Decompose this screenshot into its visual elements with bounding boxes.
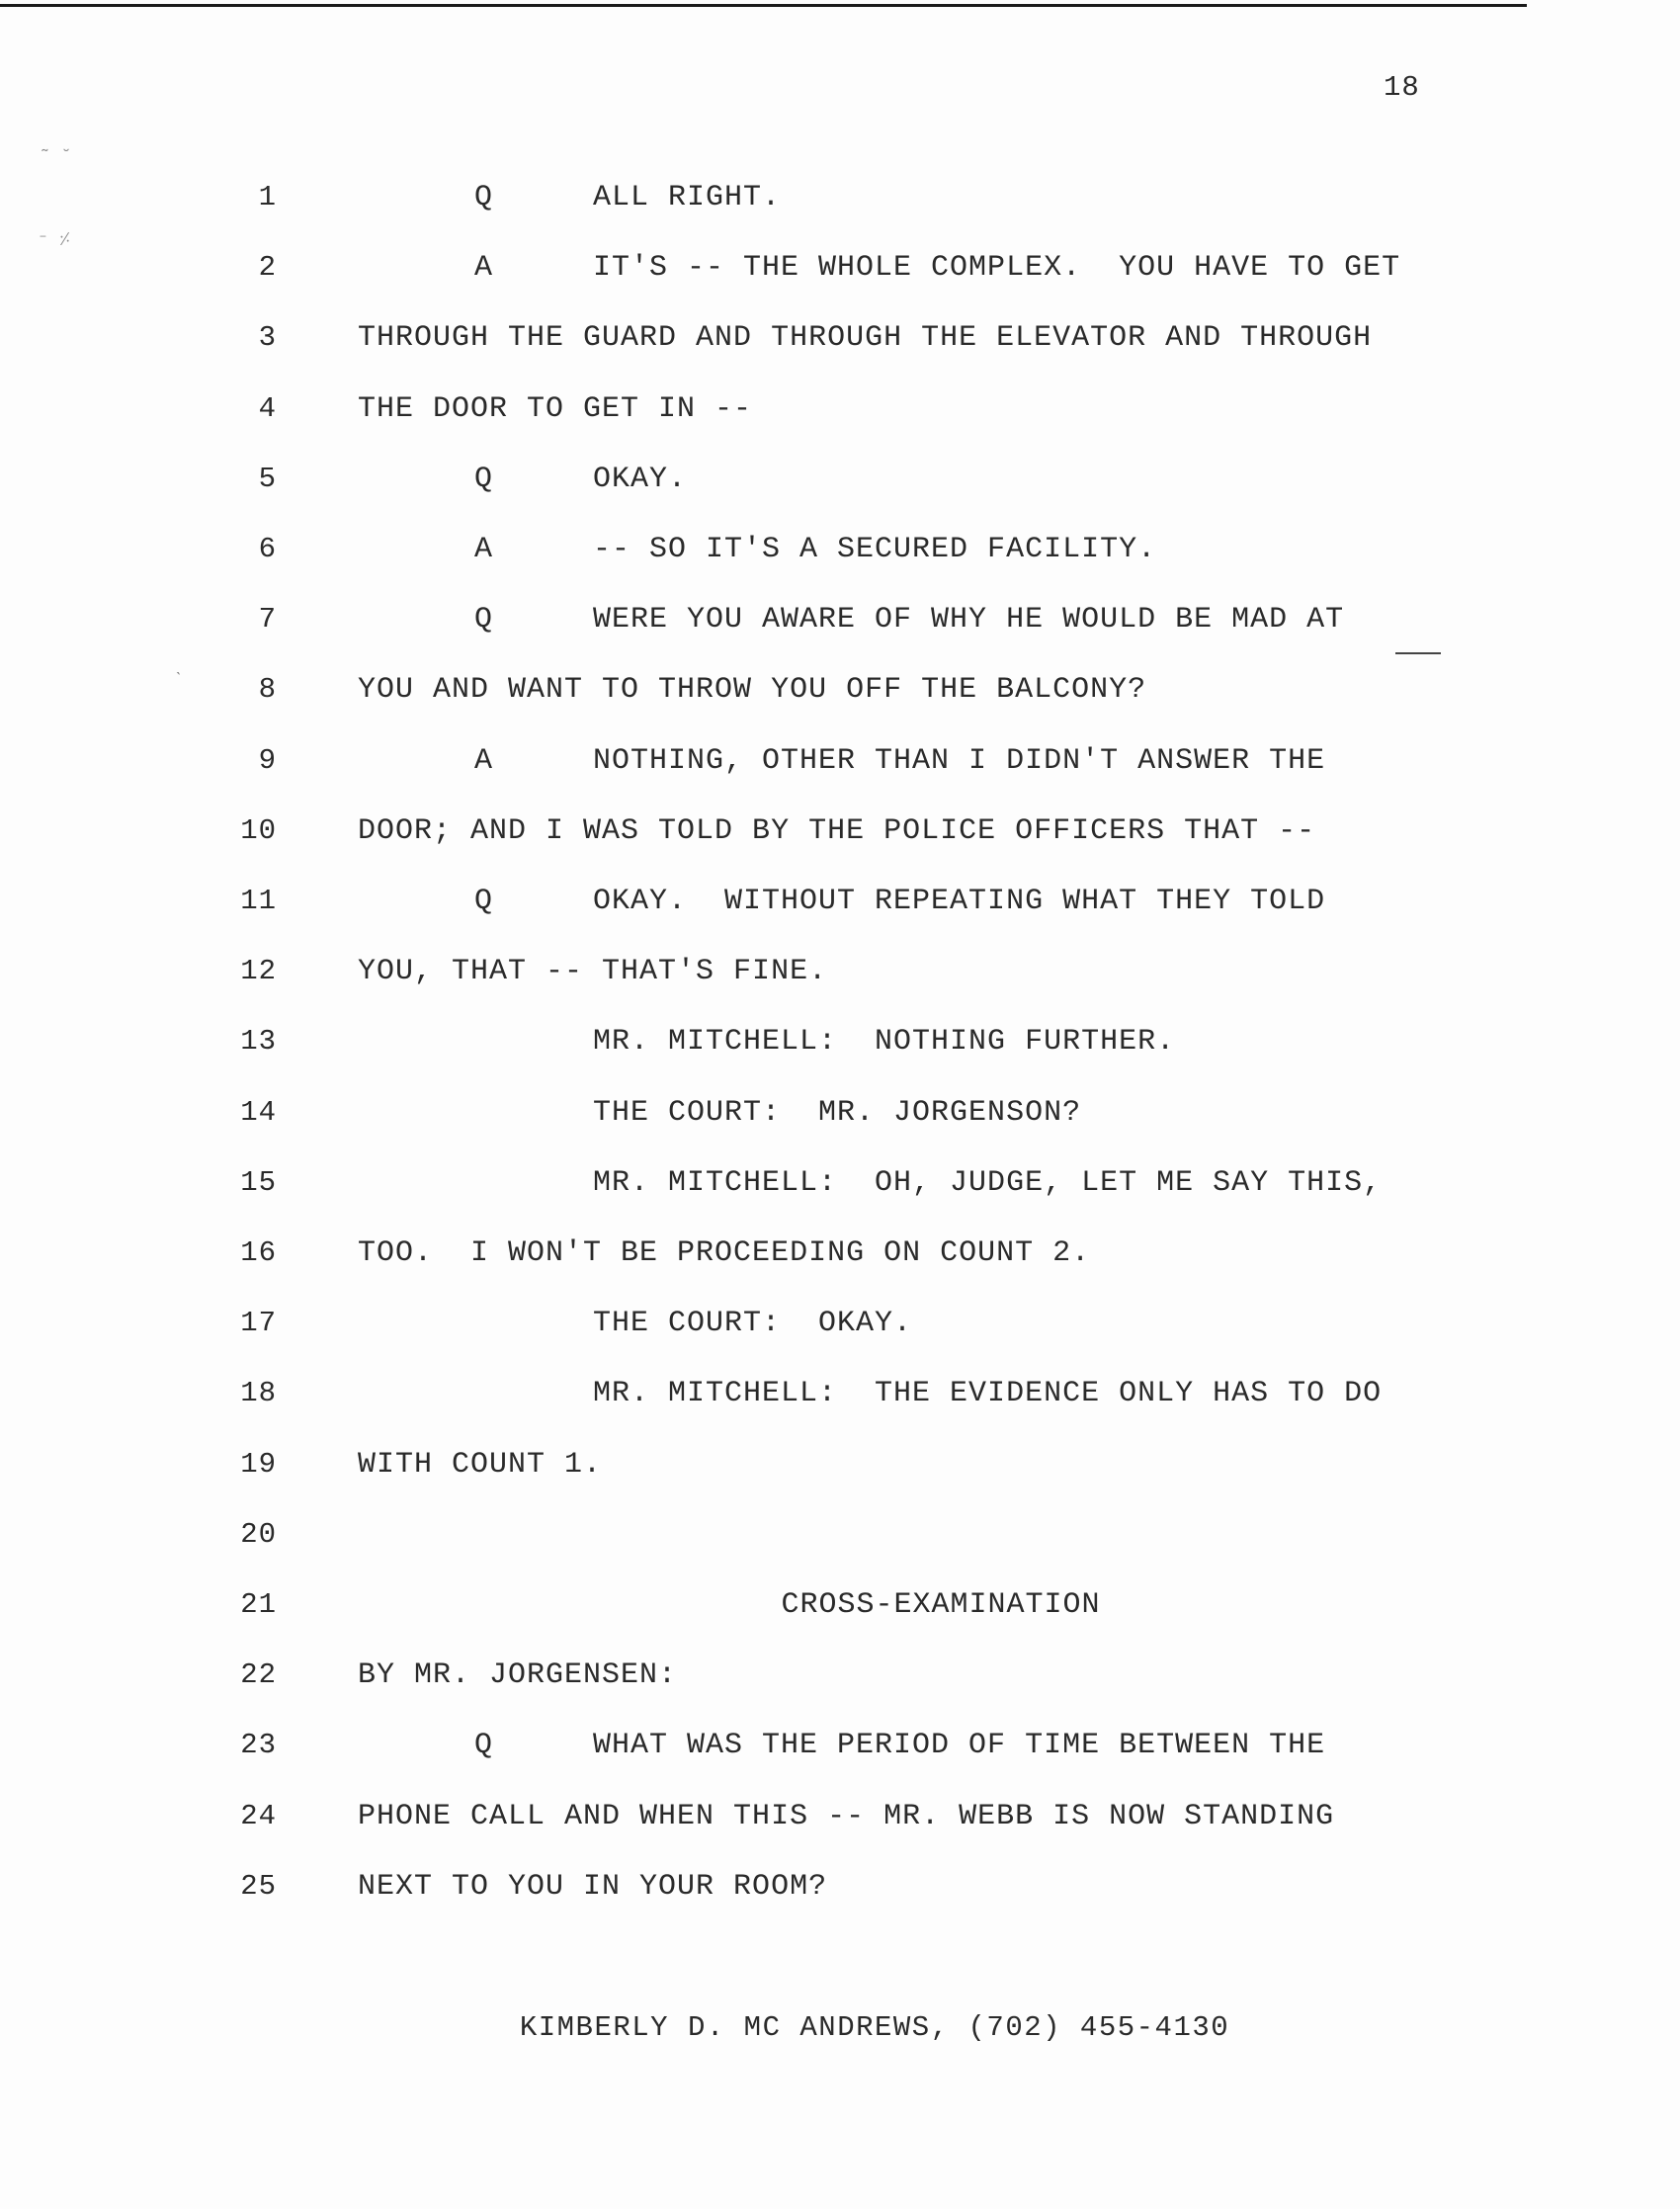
page-number: 18 [1384, 71, 1420, 104]
transcript-line [0, 1236, 1680, 1296]
line-text: OKAY. [593, 462, 688, 496]
transcript-line [0, 1588, 1680, 1648]
line-number: 19 [240, 1447, 277, 1481]
transcript-line [0, 1166, 1680, 1226]
line-number: 3 [258, 321, 277, 355]
transcript-line [0, 1800, 1680, 1859]
line-text: IT'S -- THE WHOLE COMPLEX. YOU HAVE TO GET [593, 251, 1401, 286]
line-text: YOU, THAT -- THAT'S FINE. [358, 955, 828, 989]
line-number: 18 [240, 1377, 277, 1410]
transcript-line [0, 392, 1680, 452]
top-edge-rule [0, 4, 1527, 7]
speaker-line-text: THE COURT: OKAY. [593, 1307, 913, 1341]
line-text: DOOR; AND I WAS TOLD BY THE POLICE OFFICERS THAT -- [358, 813, 1316, 848]
qa-marker: A [474, 251, 494, 286]
transcript-line [0, 1096, 1680, 1155]
line-text: -- SO IT'S A SECURED FACILITY. [593, 533, 1157, 566]
transcript-line [0, 1025, 1680, 1084]
line-text: PHONE CALL AND WHEN THIS -- MR. WEBB IS NOW STANDING [358, 1799, 1335, 1833]
line-text: NOTHING, OTHER THAN I DIDN'T ANSWER THE [593, 743, 1326, 778]
line-number: 16 [240, 1236, 277, 1269]
line-text: YOU AND WANT TO THROW YOU OFF THE BALCONY? [358, 673, 1147, 708]
line-number: 23 [240, 1729, 277, 1762]
transcript-line [0, 533, 1680, 592]
scan-speck: ⁻ ⸓ [38, 231, 71, 251]
line-number: 22 [240, 1658, 277, 1692]
speaker-line-text: THE COURT: MR. JORGENSON? [593, 1095, 1082, 1130]
qa-marker: Q [474, 462, 494, 496]
line-number: 4 [258, 391, 277, 425]
line-number: 6 [258, 533, 277, 565]
transcript-line [0, 603, 1680, 662]
transcript-line [0, 1377, 1680, 1436]
line-number: 12 [240, 955, 277, 988]
transcript-line [0, 1870, 1680, 1929]
line-number: 2 [258, 251, 277, 285]
line-text: THROUGH THE GUARD AND THROUGH THE ELEVATOR AND THROUGH [358, 321, 1373, 356]
line-text: NEXT TO YOU IN YOUR ROOM? [358, 1869, 828, 1904]
transcript-line [0, 463, 1680, 522]
line-number: 24 [240, 1799, 277, 1832]
scan-speck: ˜ ˘ [40, 148, 72, 168]
transcript-line [0, 1518, 1680, 1577]
line-text: WHAT WAS THE PERIOD OF TIME BETWEEN THE [593, 1729, 1326, 1763]
transcript-line [0, 744, 1680, 804]
qa-marker: Q [474, 1729, 494, 1763]
transcript-line [0, 1307, 1680, 1366]
line-text: OKAY. WITHOUT REPEATING WHAT THEY TOLD [593, 885, 1326, 918]
line-number: 9 [258, 743, 277, 777]
speaker-line-text: MR. MITCHELL: OH, JUDGE, LET ME SAY THIS, [593, 1165, 1383, 1200]
line-number: 5 [258, 462, 277, 495]
line-number: 10 [240, 813, 277, 847]
transcript-line [0, 673, 1680, 732]
line-text: WERE YOU AWARE OF WHY HE WOULD BE MAD AT [593, 603, 1345, 637]
line-text: THE DOOR TO GET IN -- [358, 391, 753, 426]
transcript-line [0, 1658, 1680, 1718]
line-number: 11 [240, 885, 277, 917]
line-number: 7 [258, 603, 277, 637]
qa-marker: Q [474, 885, 494, 918]
qa-marker: A [474, 533, 494, 566]
transcript-line [0, 1729, 1680, 1788]
line-number: 14 [240, 1095, 277, 1129]
transcript-line [0, 321, 1680, 381]
transcript-line [0, 181, 1680, 240]
transcript-line [0, 814, 1680, 874]
reporter-footer: KIMBERLY D. MC ANDREWS, (702) 455-4130 [519, 2011, 1230, 2044]
qa-marker: Q [474, 181, 494, 214]
line-text: ALL RIGHT. [593, 181, 782, 214]
transcript-line [0, 955, 1680, 1014]
line-number: 21 [240, 1588, 277, 1621]
section-heading: CROSS-EXAMINATION [781, 1588, 1101, 1622]
line-text: BY MR. JORGENSEN: [358, 1658, 678, 1693]
transcript-line [0, 1448, 1680, 1507]
transcript-line [0, 885, 1680, 944]
line-number: 15 [240, 1165, 277, 1199]
line-number: 13 [240, 1025, 277, 1059]
line-number: 25 [240, 1869, 277, 1903]
scan-speck: ˎ [173, 657, 184, 677]
line-text: TOO. I WON'T BE PROCEEDING ON COUNT 2. [358, 1236, 1091, 1270]
line-text: WITH COUNT 1. [358, 1447, 603, 1482]
qa-marker: A [474, 743, 494, 778]
line-number: 17 [240, 1307, 277, 1340]
line-number: 8 [258, 673, 277, 707]
qa-marker: Q [474, 603, 494, 637]
speaker-line-text: MR. MITCHELL: NOTHING FURTHER. [593, 1025, 1176, 1060]
speaker-line-text: MR. MITCHELL: THE EVIDENCE ONLY HAS TO DO [593, 1377, 1383, 1411]
transcript-line [0, 251, 1680, 310]
line-number: 1 [258, 181, 277, 213]
line-number: 20 [240, 1517, 277, 1551]
